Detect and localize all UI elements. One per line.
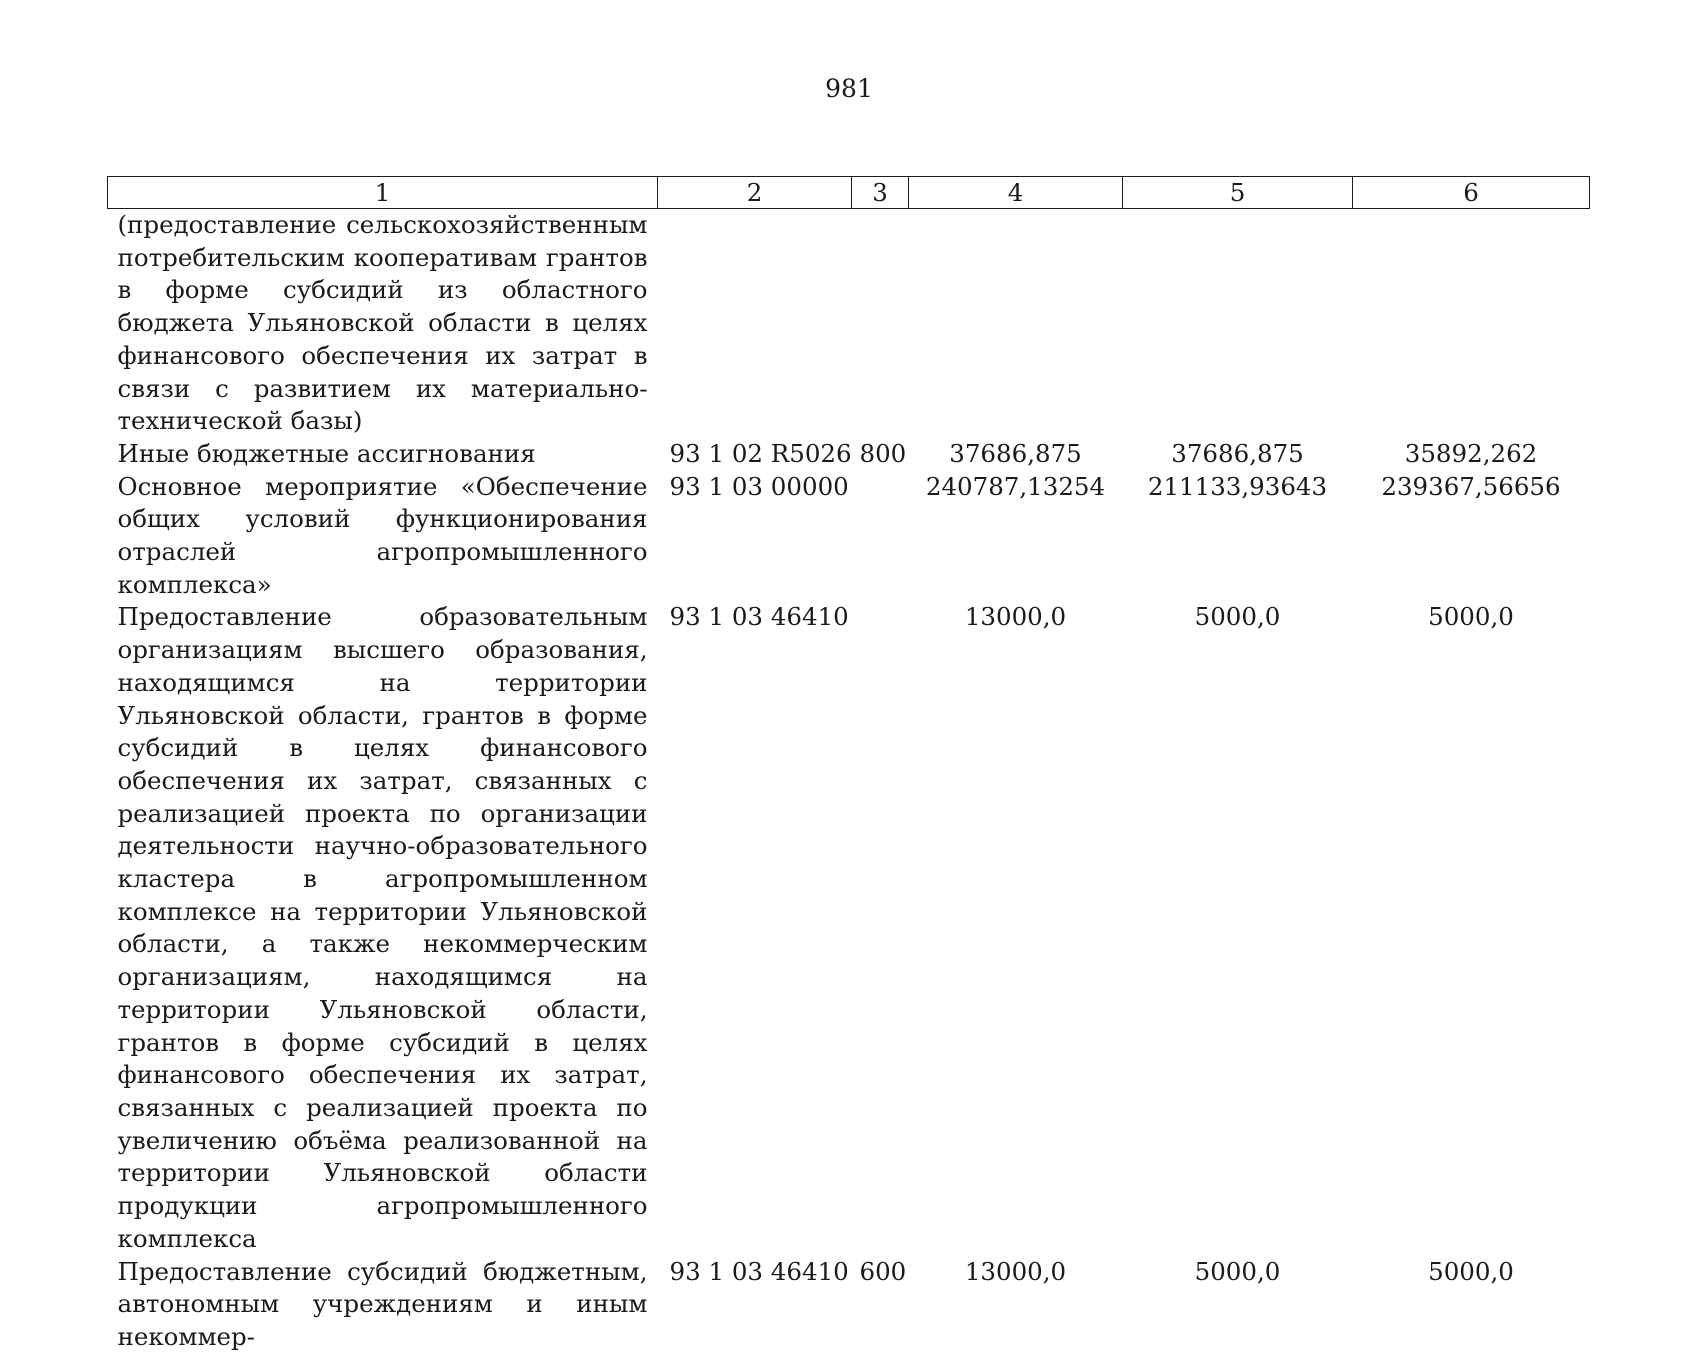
item-name: Основное мероприятие «Обеспечение общих условий функционирования отраслей агропромышленного комплекса» [117,471,648,599]
table-row [108,471,1590,602]
amount-col-6: 5000,0 [1428,1256,1514,1286]
expense-type-code: 800 [859,438,907,468]
page-number: 981 [825,74,873,103]
table-body [108,209,1590,1354]
amount-col-6 [1353,209,1590,438]
table-row [108,209,1590,438]
amount-col-6: 35892,262 [1404,438,1538,468]
amount-col-5: 37686,875 [1171,438,1304,468]
table-row [108,601,1590,1255]
expense-type-code: 600 [859,1256,907,1286]
column-header-4: 4 [909,177,1123,209]
table-row [108,1256,1590,1354]
amount-col-5: 211133,93643 [1147,471,1328,501]
target-article-code [658,209,852,438]
table-header [108,177,1590,209]
amount-col-4: 13000,0 [964,602,1067,632]
target-article-code: 93 1 03 46410 [669,1256,849,1286]
column-header-6: 6 [1353,177,1590,209]
item-name: Предоставление субсидий бюджетным, автономным учреждениям и иным некоммер- [117,1256,648,1351]
column-header-3: 3 [852,177,909,209]
amount-col-4 [909,209,1123,438]
amount-col-5: 5000,0 [1194,602,1281,632]
amount-col-5 [1123,209,1353,438]
column-header-5: 5 [1123,177,1353,209]
table-row [108,438,1590,471]
expense-type-code [852,471,909,602]
target-article-code: 93 1 03 00000 [669,471,849,501]
amount-col-5: 5000,0 [1194,1256,1281,1286]
amount-col-6: 239367,56656 [1381,471,1561,501]
column-header-2: 2 [658,177,852,209]
expense-type-code [852,601,909,1255]
amount-col-4: 240787,13254 [925,471,1106,501]
amount-col-6: 5000,0 [1428,602,1514,632]
budget-table [107,176,1590,1354]
amount-col-4: 13000,0 [964,1256,1067,1286]
item-name: (предоставление сельскохозяйственным потребительским кооперативам грантов в форме субсидий из областного бюджета Ульяновской области в целях финансового обеспечения их затрат в связи с развитием их материально-технической базы) [117,210,648,436]
item-name: Иные бюджетные ассигнования [117,438,536,468]
amount-col-4: 37686,875 [949,438,1082,468]
target-article-code: 93 1 03 46410 [669,602,849,632]
column-header-1: 1 [108,177,658,209]
header-row [108,177,1590,209]
target-article-code: 93 1 02 R5026 [669,438,852,468]
expense-type-code [852,209,909,438]
item-name: Предоставление образовательным организациям высшего образования, находящимся на территории Ульяновской области, грантов в форме субсидий в целях финансового обеспечения их затрат, связанных с реализацией проекта по организации деятельности научно-образовательного кластера в агропромышленном комплексе на территории Ульяновской области, а также некоммерческим организациям, находящимся на территории Ульяновской области, грантов в форме субсидий в целях финансового обеспечения их затрат, связанных с реализацией проекта по увеличению объёма реализованной на территории Ульяновской области продукции агропромышленного комплекса [117,602,648,1253]
